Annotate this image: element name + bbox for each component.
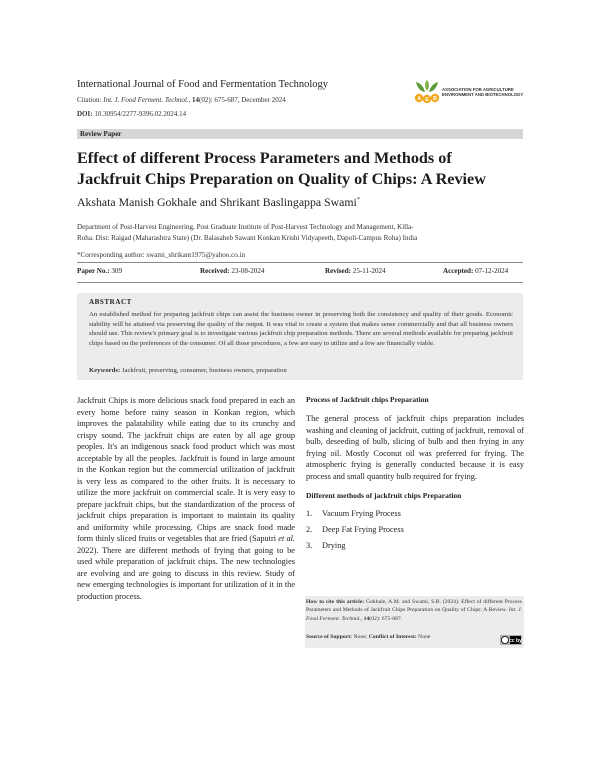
revised-label: Revised: [325, 267, 352, 275]
citation-journal-abbrev: Int. J. Food Ferment. Technol., [103, 96, 191, 104]
right-column [306, 395, 524, 550]
conflict-label: Conflict of Interest: [368, 634, 417, 640]
paper-no-value: 309 [111, 267, 122, 275]
affiliation-line-2: Roha. Dist: Raigad (Maharashtra State) (Dr. Balasaheb Sawant Konkan Krishi Vidyapeeth, Dapoli-Campus Roha) India [77, 234, 418, 242]
paper-no-label: Paper No.: [77, 267, 110, 275]
article-type: Review Paper [80, 130, 122, 138]
cc-badge-text: cc by [509, 638, 522, 645]
how-to-cite-journal: Int. J. Food Ferment. Technol. [306, 607, 523, 622]
method-number: 3. [306, 541, 313, 550]
revised-value: 25-11-2024 [352, 267, 386, 275]
meta-rule-top [77, 262, 523, 263]
conflict-value: None [418, 634, 431, 640]
abstract-heading: ABSTRACT [89, 298, 132, 306]
meta-rule-bottom [77, 282, 523, 283]
method-label: Deep Fat Frying Process [322, 525, 404, 534]
support-value: None; [353, 634, 368, 640]
received-value: 23-08-2024 [231, 267, 265, 275]
method-item [306, 525, 524, 534]
publisher-logo [413, 80, 523, 106]
title-line-1: Effect of different Process Parameters and Methods of [77, 149, 452, 167]
method-item [306, 541, 524, 550]
section-heading-methods: Different methods of jackfruit chips Preparation [306, 491, 462, 500]
leaf-logo-icon [413, 80, 441, 106]
citation-label: Citation: [77, 96, 102, 104]
keywords [89, 367, 513, 374]
abstract-body: An established method for preparing jackfruit chips can assist the business owner in preserving both the consistency and quality of their goods. Economic stability will be attained via preserving the quality of the output. It was vital to create a system that makes sense commercially and that all business owners should use. This review's primary goal is to investigate various jackfruit chip preparation methods. There are several methods available for preparing jackfruit chips based on the preferences of the consumer. Of all those procedures, a few are easy to utilize and a few are financially viable. [89, 311, 513, 347]
method-number: 1. [306, 509, 313, 518]
logo-text [442, 87, 523, 97]
corresponding-author: *Corresponding author: swami_shrikant1975@yahoo.co.in [77, 251, 246, 259]
svg-text:B: B [433, 96, 437, 102]
logo-text-line1: ASSOCIATION FOR AGRICULTURE [442, 87, 514, 92]
svg-text:A: A [417, 96, 421, 102]
section-heading-process: Process of Jackfruit chips Preparation [306, 395, 429, 404]
received-date [200, 267, 264, 275]
corresponding-mark: * [356, 197, 360, 204]
affiliation-line-1: Department of Post-Harvest Engineering, Post Graduate Institute of Post-Harvest Technology and Management, Killa- [77, 223, 414, 231]
author-names: Akshata Manish Gokhale and Shrikant Baslingappa Swami [77, 195, 357, 209]
cc-by-icon [500, 635, 522, 645]
intro-et-al: et al. [278, 534, 295, 543]
how-to-cite-label: How to cite this article: [306, 599, 365, 605]
intro-text-b: 2022). There are different methods of frying that going to be used while preparation of jackfruit chips. The new technologies are evolving and are going to discuss in this review. Study of new emerging technologies is important for utilization of it in the production process. [77, 545, 295, 601]
title-line-2: Jackfruit Chips Preparation on Quality of Chips: A Review [77, 170, 486, 188]
svg-text:E: E [425, 97, 429, 103]
doi-value[interactable]: 10.30954/2277-9396.02.2024.14 [94, 110, 187, 118]
citation-volume: 14 [192, 96, 200, 104]
how-to-cite-text-a: Gokhale, A.M. and Swami, S.B. (2024). Effect of different Process Parameters and Methods of Jackfruit Chips Preparation on Quality of Chips: A Review. [306, 599, 522, 614]
support-line [306, 634, 430, 640]
revised-date [325, 267, 386, 275]
support-label: Source of Support: [306, 634, 353, 640]
keywords-label: Keywords: [89, 367, 121, 374]
article-title [77, 148, 527, 190]
journal-name: International Journal of Food and Fermentation Technology [77, 79, 329, 90]
how-to-cite-volume: 14 [363, 615, 370, 622]
how-to-cite: How to cite this article: Gokhale, A.M. and Swami, S.B. (2024). Effect of different Process Parameters and Methods of Jackfruit Chips Preparation on Quality of Chips: A Review. Int. J. Food Ferment. Technol., 14(02): 675-687. [306, 599, 523, 622]
method-label: Vacuum Frying Process [322, 509, 401, 518]
doi-label: DOI: [77, 110, 93, 118]
logo-text-line2: ENVIRONMENT AND BIOTECHNOLOGY [442, 92, 524, 97]
accepted-value: 07-12-2024 [475, 267, 509, 275]
intro-text-a: Jackfruit Chips is more delicious snack food prepared in each an every home before rainy season in Konkan region, which improves the palatability while eating due to its crunchy and crispy sound. The jackfruit chips are eaten by all age group peoples. It's an indigenous snack food product which was most acceptable by all the peoples. Jackfruit is found in large amount in the Konkan region but the commercial utilization of jackfruit is very less as compared to the other fruits. It is necessary to utilize the more jackfruit on commercial scale. It is very easy to prepare jackfruit chips, but the standardization of the process of jackfruit chips preparation is important to maintain its quality and uniformity while processing. Chips are snack food made form thinly sliced fruits or vegetables that are fried (Saputri [77, 396, 295, 543]
affiliation [77, 222, 525, 244]
intro-paragraph [77, 395, 295, 602]
authors [77, 195, 360, 210]
methods-list [306, 509, 524, 550]
received-label: Received: [200, 267, 230, 275]
cc-license-badge[interactable] [500, 632, 522, 645]
paper-number [77, 267, 122, 275]
article-type-band [77, 129, 523, 139]
accepted-date [443, 267, 508, 275]
accepted-label: Accepted: [443, 267, 474, 275]
method-number: 2. [306, 525, 313, 534]
doi-line [77, 110, 186, 118]
how-to-cite-text-b: (02): 675-687. [369, 615, 403, 622]
citation-line [77, 96, 286, 104]
method-item [306, 509, 524, 518]
citation-rest: (02): 675-687, December 2024 [199, 96, 286, 104]
keywords-value: Jackfruit, preserving, consumer, business owners, preparation [121, 367, 287, 374]
process-paragraph: The general process of jackfruit chips preparation includes washing and cleaning of jackfruit, cutting of jackfruit, removal of bulb, deseeding of bulb, slicing of bulb and then frying in any frying oil. Mostly Coconut oil was preferred for frying. The atmospheric frying is generally conducted because it is easy process and small quantity bulb required for frying. [306, 414, 524, 481]
method-label: Drying [322, 541, 346, 550]
